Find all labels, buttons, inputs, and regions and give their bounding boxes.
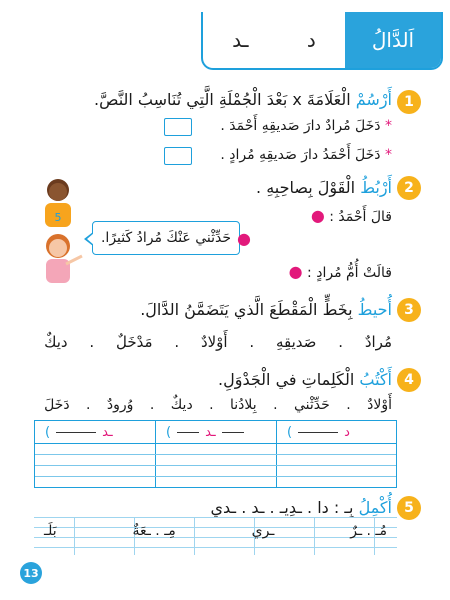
instruction-verb: أَرْسُمْ [355,90,392,109]
letter-header [201,12,443,70]
exercise-1-instruction [94,90,392,109]
exercise-number: 1 [397,90,421,114]
speech-text: حَدِّثْني عَنْكَ مُرادُ كَثيرًا. [100,230,232,246]
star-bullet-icon: * [385,147,392,163]
letter-title: اَلدَّالُ [345,12,441,68]
word-item[interactable]: صَديقِهِ [276,333,317,351]
word-item: وُرودٌ [106,397,134,413]
word-item: ديكٌ [170,397,193,413]
word-item: بِلادُنا [230,397,257,413]
word-item: أَوْلادٌ [367,397,392,413]
word-item[interactable]: مُرادٌ [364,333,392,351]
table-rule [35,476,396,477]
column-letter: ـد [102,424,113,440]
word-item[interactable]: مَدْخَلٌ [115,333,153,351]
exercise-number: 4 [397,368,421,392]
column-letter: ـد [205,424,216,440]
speaker-line [311,206,392,225]
connect-dot-icon[interactable]: ● [310,206,325,225]
boy-illustration-icon [36,176,80,230]
table-column-header [45,423,113,441]
ear-icon: ( [287,424,293,440]
letter-forms [203,12,345,68]
speaker-label: قالَ أَحْمَدُ : [329,209,392,225]
instruction-text: بِـ : دا . ـدِيـ . ـد . ـدي [210,498,354,517]
connect-dot-icon[interactable]: ● [237,229,251,248]
word-item[interactable]: أَوْلادٌ [200,333,228,351]
table-column-header [166,423,244,441]
word-item[interactable]: ديكٌ [44,333,68,351]
instruction-text: الْعَلَامَةَ x بَعْدَ الْجُمْلَةِ الَّتِي تُنَاسِبُ النَّصَّ. [94,90,351,109]
ruled-line [34,517,397,518]
instruction-verb: أَرْبُطُ [360,178,392,197]
blank-word: مِـ . ـعَةٌ [132,523,176,539]
blank-word: مُـ . ـرٌ [350,523,387,539]
speech-bubble [92,221,251,255]
exercise-number: 5 [397,496,421,520]
table-header-line [35,443,396,444]
column-letter: د [344,424,350,440]
speaker-line [289,262,392,281]
answer-checkbox[interactable] [164,147,192,165]
woman-illustration-icon [36,232,86,286]
exercise-5-instruction [211,498,393,517]
ruled-line [34,547,397,548]
exercise-number: 3 [397,298,421,322]
word-item: حَدِّثْني [294,397,330,413]
instruction-text: الْقَوْلَ بِصاحِبِهِ . [256,178,356,197]
exercise-1-sentence [220,147,392,163]
sentence-text: دَخَلَ مُرادٌ دارَ صَديقِهِ أَحْمَدَ . [220,118,381,134]
exercise-1-sentence [220,118,392,134]
page-number: 13 [20,562,42,584]
exercise-5-blanks [44,523,387,539]
speaker-label: قالَتْ أُمُّ مُرادٍ : [307,265,392,281]
instruction-text: الْكَلِماتِ في الْجَدْوَلِ. [218,370,355,389]
instruction-text: بِخَطٍّ الْمَقْطَعَ الَّذي يَتَضَمَّنُ الدَّالَ. [140,300,353,319]
letter-form: ـد [232,28,249,52]
ear-icon: ( [166,424,172,440]
exercise-3-words: مُرادٌ . صَديقِهِ . أَوْلادٌ . مَدْخَلٌ . ديكٌ [44,333,392,351]
letter-form: د [306,28,316,52]
svg-text:5: 5 [54,211,62,224]
exercise-3-instruction [140,300,392,319]
instruction-verb: أُحيطُ [357,300,392,319]
answer-checkbox[interactable] [164,118,192,136]
table-rule [35,465,396,466]
exercise-4-words: أَوْلادٌ . حَدِّثْني . بِلادُنا . ديكٌ . وُرودٌ . دَخَلَ [44,397,392,413]
exercise-number: 2 [397,176,421,200]
word-item: دَخَلَ [44,397,70,413]
star-bullet-icon: * [385,118,392,134]
table-rule [35,454,396,455]
sentence-text: دَخَلَ أَحْمَدُ دارَ صَديقِهِ مُرادٍ . [220,147,381,163]
blank-word: بَلَـ [44,523,57,539]
exercise-2-instruction [256,178,392,197]
writing-lines[interactable] [34,517,397,555]
instruction-verb: أُكْمِلُ [358,498,392,517]
blank-word: ـري [251,523,275,539]
ear-icon: ( [45,424,51,440]
words-table[interactable] [34,420,397,488]
table-column-header [287,423,350,441]
instruction-verb: أَكْتُبُ [359,370,392,389]
exercise-4-instruction [218,370,392,389]
connect-dot-icon[interactable]: ● [288,262,303,281]
